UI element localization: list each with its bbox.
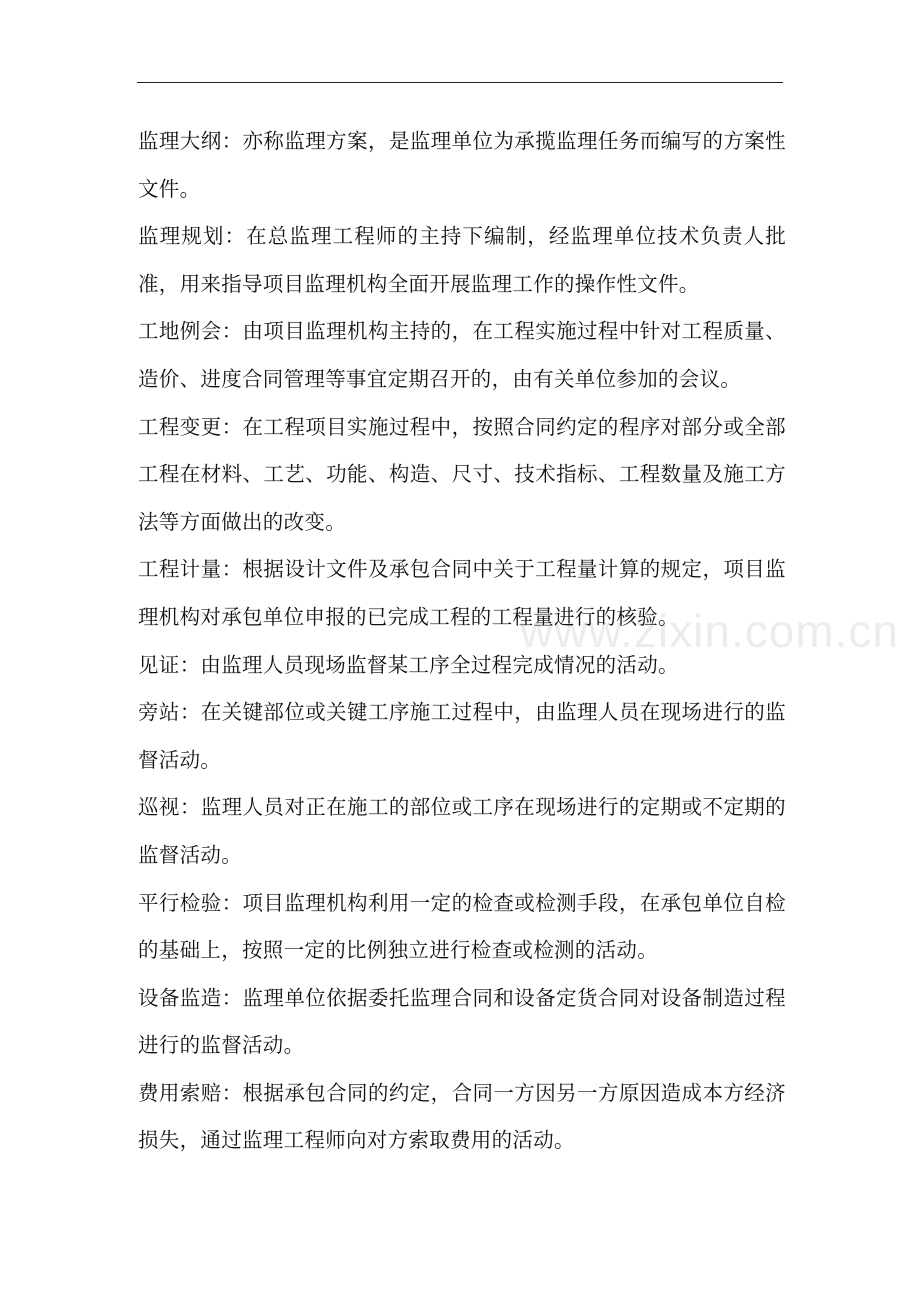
entry-term: 监理规划: [138, 224, 225, 249]
definition-entry-equipment-supervision: [138, 975, 786, 1070]
entry-definition: 监理人员对正在施工的部位或工序在现场进行的定期或不定期的监督活动。: [138, 795, 786, 867]
definition-entry-supervision-plan: [138, 213, 786, 308]
entry-definition: 根据设计文件及承包合同中关于工程量计算的规定，项目监理机构对承包单位申报的已完成工程的工程量进行的核验。: [138, 557, 786, 629]
entry-term: 工程计量: [138, 557, 222, 582]
definition-entry-side-station: [138, 689, 786, 784]
definition-entry-witness: [138, 642, 786, 690]
entry-definition: 由监理人员现场监督某工序全过程完成情况的活动。: [200, 652, 679, 677]
watermark-text: www.zixin.com.cn: [520, 605, 899, 657]
entry-term: 旁站: [138, 700, 180, 725]
definition-entry-patrol: [138, 784, 786, 879]
entry-definition: 项目监理机构利用一定的检查或检测手段，在承包单位自检的基础上，按照一定的比例独立进行检查或检测的活动。: [138, 890, 786, 963]
entry-definition: 由项目监理机构主持的，在工程实施过程中针对工程质量、造价、进度合同管理等事宜定期召开的，由有关单位参加的会议。: [138, 319, 786, 391]
entry-separator: ：: [221, 890, 243, 915]
entry-separator: ：: [179, 652, 201, 677]
entry-term: 巡视: [138, 795, 180, 820]
definition-entry-engineering-measurement: [138, 546, 786, 641]
entry-separator: ：: [179, 795, 201, 820]
entry-term: 监理大纲: [138, 129, 222, 153]
definition-entry-cost-claim: [138, 1070, 786, 1165]
entry-definition: 在工程项目实施过程中，按照合同约定的程序对部分或全部工程在材料、工艺、功能、构造、尺寸、技术指标、工程数量及施工方法等方面做出的改变。: [138, 414, 786, 534]
entry-separator: ：: [221, 319, 243, 344]
entry-separator: ：: [179, 700, 201, 725]
entry-separator: ：: [221, 129, 243, 153]
definition-entry-parallel-inspection: [138, 880, 786, 975]
definition-entry-site-meeting: [138, 308, 786, 403]
definitions-list: [138, 118, 786, 1165]
entry-definition: 在关键部位或关键工序施工过程中，由监理人员在现场进行的监督活动。: [138, 700, 786, 772]
definition-entry-engineering-change: [138, 404, 786, 547]
entry-separator: ：: [224, 224, 247, 249]
entry-term: 见证: [138, 652, 180, 677]
entry-definition: 亦称监理方案，是监理单位为承揽监理任务而编写的方案性文件。: [138, 129, 786, 201]
entry-term: 工程变更: [138, 414, 222, 439]
entry-term: 设备监造: [138, 985, 222, 1010]
entry-separator: ：: [221, 414, 243, 439]
entry-separator: ：: [221, 985, 243, 1010]
definition-entry-supervision-outline: [138, 118, 786, 213]
header-rule: [137, 82, 783, 83]
entry-separator: ：: [221, 1080, 243, 1105]
entry-separator: ：: [221, 557, 243, 582]
entry-term: 工地例会: [138, 319, 222, 344]
entry-term: 平行检验: [138, 890, 222, 915]
entry-definition: 监理单位依据委托监理合同和设备定货合同对设备制造过程进行的监督活动。: [138, 985, 786, 1058]
entry-definition: 在总监理工程师的主持下编制，经监理单位技术负责人批准，用来指导项目监理机构全面开展监理工作的操作性文件。: [138, 224, 787, 296]
entry-definition: 根据承包合同的约定，合同一方因另一方原因造成本方经济损失，通过监理工程师向对方索取费用的活动。: [138, 1080, 786, 1153]
entry-term: 费用索赔: [138, 1080, 222, 1105]
